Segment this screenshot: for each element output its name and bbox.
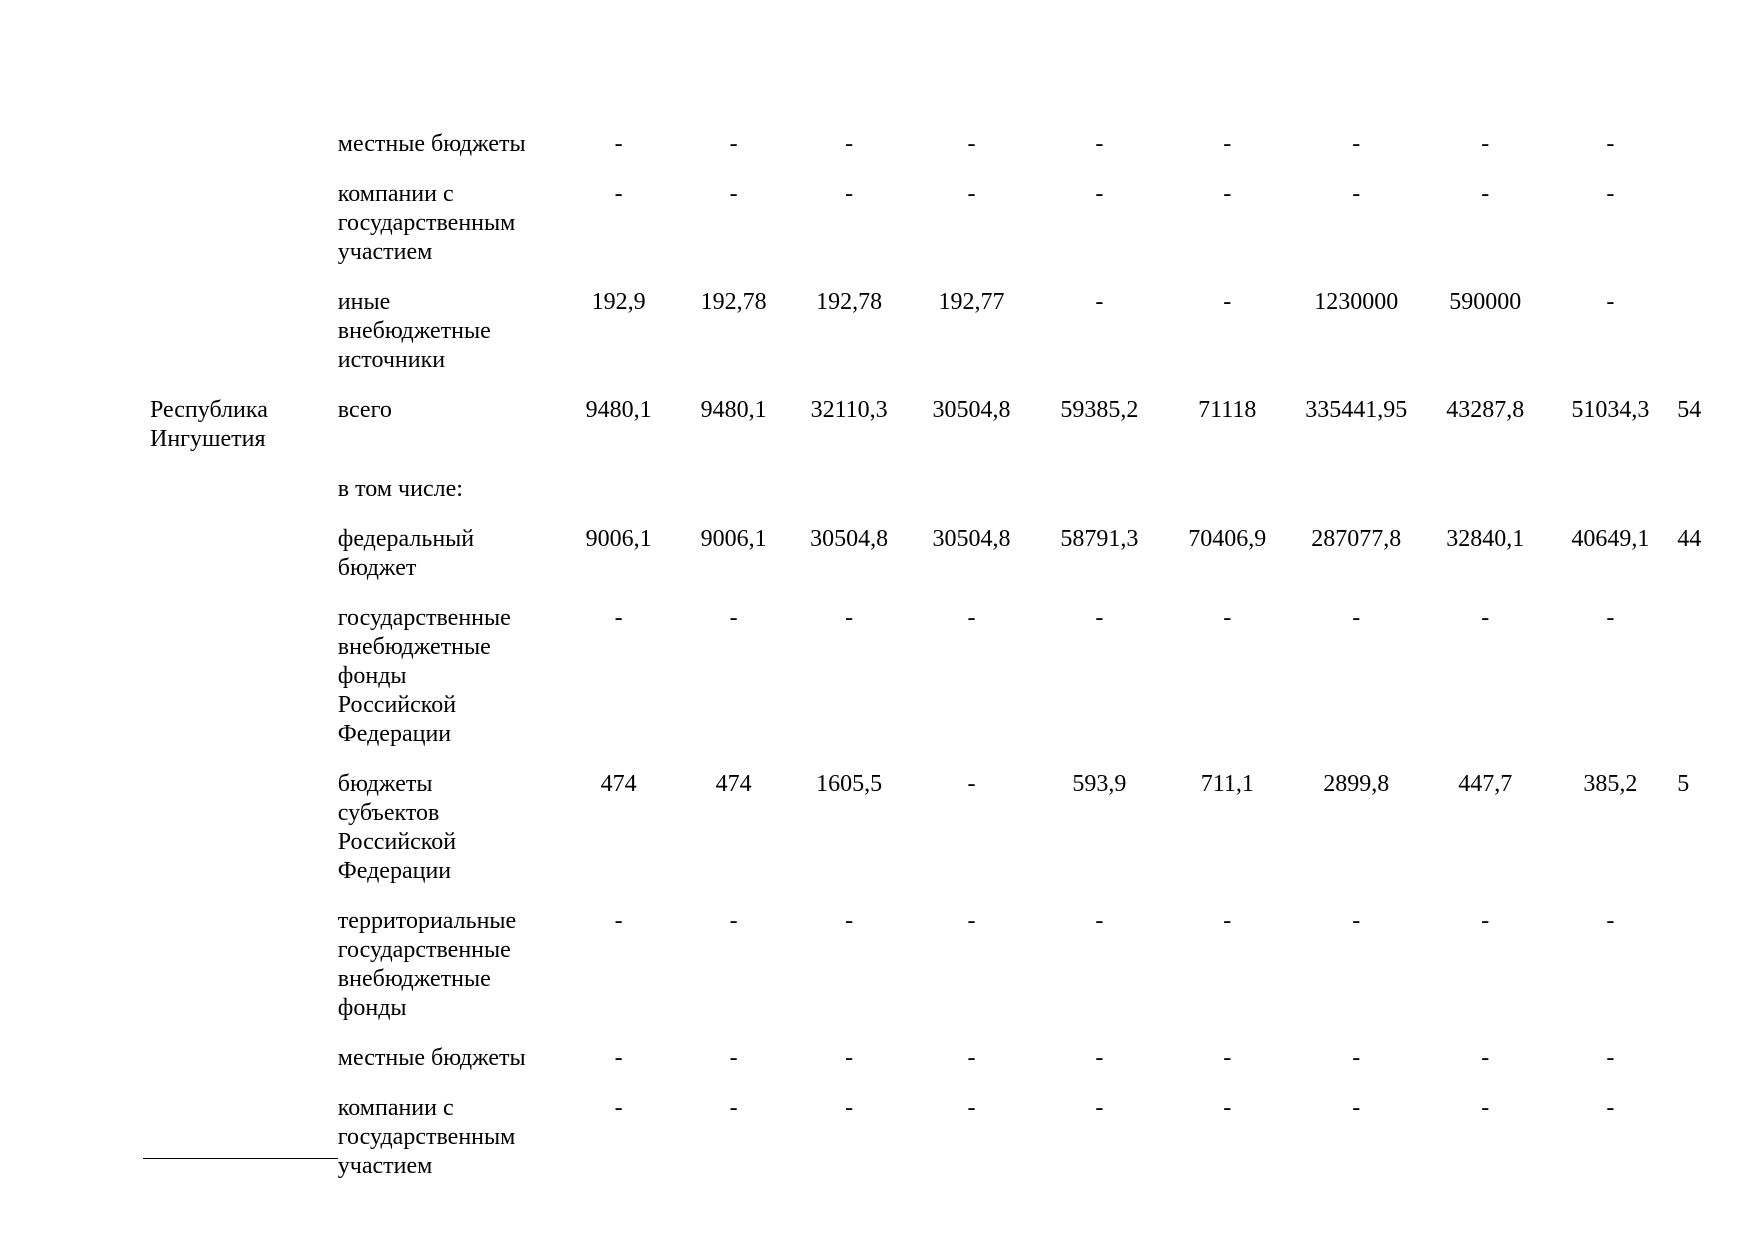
value-cell: 1230000 [1314,289,1399,315]
value-cell: - [1223,289,1232,315]
value-cell [1669,130,1754,159]
region-cell [150,130,338,159]
value-cell: 192,9 [591,289,646,315]
region-cell [150,886,338,1023]
region-cell [150,1073,338,1181]
value-cell: 1605,5 [816,771,883,797]
value-cell: 192,78 [816,289,883,315]
value-cell: 192,78 [700,289,767,315]
value-cell: - [967,181,976,207]
budget-funding-table [150,130,1754,1181]
value-cell: - [1481,181,1490,207]
value-cell: - [1095,1045,1104,1071]
value-cell: 30504,8 [932,526,1011,552]
footnote-separator-line [143,1158,338,1159]
region-cell: Республика Ингушетия [150,397,268,452]
value-cell: 9480,1 [700,397,767,423]
value-cell: - [845,908,854,934]
value-cell: - [845,605,854,631]
value-cell: 43287,8 [1446,397,1525,423]
value-cell: - [1606,131,1615,157]
row-label-cell: федеральный бюджет [337,526,475,581]
value-cell: - [729,908,738,934]
value-cell: - [967,605,976,631]
value-cell: 44 [1677,526,1702,552]
value-cell: - [614,605,623,631]
value-cell: - [614,1095,623,1121]
value-cell: 51034,3 [1571,397,1650,423]
value-cell: - [1481,605,1490,631]
region-cell [150,749,338,886]
value-cell: - [729,1095,738,1121]
value-cell: - [729,1045,738,1071]
value-cell: - [1095,908,1104,934]
table-row [150,267,1754,375]
table-row [150,159,1754,267]
value-cell: 5 [1677,771,1690,797]
value-cell [1161,454,1293,504]
value-cell: 385,2 [1583,771,1638,797]
region-cell [150,504,338,583]
value-cell: - [1095,131,1104,157]
value-cell: 71118 [1198,397,1257,423]
value-cell: 70406,9 [1188,526,1267,552]
value-cell: - [1352,131,1361,157]
table-row [150,749,1754,886]
value-cell: - [967,131,976,157]
value-cell: - [1606,1045,1615,1071]
value-cell: 9006,1 [700,526,767,552]
row-label-cell: компании с государственным участием [337,1095,516,1179]
value-cell [1293,454,1419,504]
value-cell: 40649,1 [1571,526,1650,552]
value-cell: - [1223,181,1232,207]
table-row [150,1073,1754,1181]
value-cell: - [1606,908,1615,934]
value-cell: - [1352,908,1361,934]
value-cell: 9006,1 [585,526,652,552]
value-cell [1669,1023,1754,1073]
value-cell: - [1223,1095,1232,1121]
value-cell: - [845,1095,854,1121]
value-cell: - [1481,1045,1490,1071]
region-cell [150,454,338,504]
row-label-cell: в том числе: [337,476,463,502]
value-cell: 447,7 [1458,771,1513,797]
table-row [150,130,1754,159]
value-cell: - [1352,1095,1361,1121]
value-cell: 30504,8 [932,397,1011,423]
table-row [150,454,1754,504]
value-cell: 590000 [1449,289,1522,315]
row-label-cell: всего [337,397,392,423]
value-cell: - [967,908,976,934]
value-cell: 32840,1 [1446,526,1525,552]
value-cell: - [729,131,738,157]
value-cell [1669,267,1754,375]
value-cell: - [729,605,738,631]
value-cell: 474 [715,771,752,797]
value-cell: - [1352,181,1361,207]
value-cell [563,454,674,504]
value-cell: 9480,1 [585,397,652,423]
value-cell [1669,1073,1754,1181]
value-cell: - [1481,908,1490,934]
region-cell [150,159,338,267]
table-body [150,130,1754,1181]
value-cell: - [967,1095,976,1121]
value-cell: - [1481,1095,1490,1121]
value-cell: - [1095,289,1104,315]
region-cell [150,1023,338,1073]
value-cell: - [729,181,738,207]
row-label-cell: иные внебюджетные источники [337,289,491,373]
row-label-cell: местные бюджеты [337,131,526,157]
value-cell: 474 [600,771,637,797]
value-cell: - [1095,605,1104,631]
value-cell: - [1606,605,1615,631]
row-label-cell: компании с государственным участием [337,181,516,265]
value-cell: 335441,95 [1305,397,1408,423]
value-cell [1669,454,1754,504]
value-cell: - [614,1045,623,1071]
table-row [150,583,1754,749]
value-cell: 287077,8 [1311,526,1402,552]
region-cell [150,267,338,375]
value-cell [1669,886,1754,1023]
value-cell [1419,454,1551,504]
value-cell: 32110,3 [810,397,888,423]
value-cell [905,454,1037,504]
value-cell: - [1606,181,1615,207]
value-cell: - [1223,131,1232,157]
table-row [150,504,1754,583]
region-cell [150,583,338,749]
value-cell: - [614,131,623,157]
value-cell [1551,454,1669,504]
value-cell: 192,77 [938,289,1005,315]
value-cell: 30504,8 [810,526,889,552]
value-cell: 2899,8 [1323,771,1390,797]
value-cell: - [1606,289,1615,315]
value-cell: - [614,908,623,934]
value-cell: - [1095,1095,1104,1121]
value-cell: 54 [1677,397,1702,423]
value-cell: - [614,181,623,207]
value-cell: 711,1 [1200,771,1254,797]
value-cell: - [1223,605,1232,631]
value-cell: 593,9 [1072,771,1127,797]
table-row [150,1023,1754,1073]
value-cell: 58791,3 [1060,526,1139,552]
value-cell [1669,159,1754,267]
value-cell: - [967,771,976,797]
row-label-cell: государственные внебюджетные фонды Российской Федерации [337,605,511,747]
value-cell [1038,454,1161,504]
value-cell: 59385,2 [1060,397,1139,423]
value-cell: - [1223,908,1232,934]
value-cell: - [1481,131,1490,157]
value-cell: - [1606,1095,1615,1121]
value-cell: - [967,1045,976,1071]
value-cell: - [1095,181,1104,207]
value-cell: - [845,181,854,207]
value-cell: - [1352,605,1361,631]
table-row [150,886,1754,1023]
row-label-cell: бюджеты субъектов Российской Федерации [337,771,457,884]
value-cell: - [845,1045,854,1071]
value-cell: - [845,131,854,157]
value-cell: - [1352,1045,1361,1071]
value-cell [1669,583,1754,749]
row-label-cell: территориальные государственные внебюджетные фонды [337,908,517,1021]
table-row [150,375,1754,454]
row-label-cell: местные бюджеты [337,1045,526,1071]
value-cell [793,454,905,504]
value-cell: - [1223,1045,1232,1071]
value-cell [674,454,793,504]
